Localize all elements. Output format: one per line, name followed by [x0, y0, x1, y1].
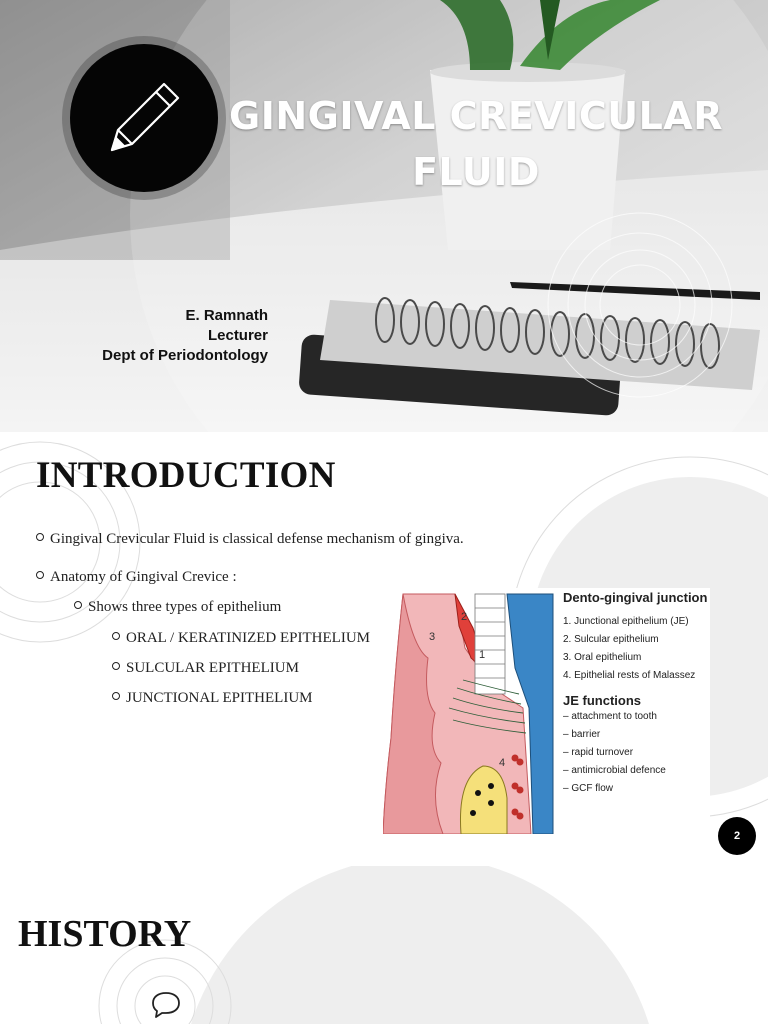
function-item: – GCF flow — [563, 783, 614, 794]
bullet-item — [112, 659, 299, 677]
bullet-text: Anatomy of Gingival Crevice : — [50, 569, 237, 585]
functions-title: JE functions — [563, 693, 642, 708]
bullet-text: Shows three types of epithelium — [88, 599, 282, 615]
region-label: 1 — [479, 649, 486, 661]
legend-item: 1. Junctional epithelium (JE) — [563, 616, 689, 627]
author-dept: Dept of Periodontology — [102, 347, 268, 364]
legend-title: Dento-gingival junction — [563, 590, 708, 605]
bullet-item — [74, 598, 281, 616]
author-block — [60, 306, 268, 366]
bullet-icon — [36, 533, 44, 541]
pencil-icon — [104, 78, 184, 158]
bullet-item — [112, 689, 313, 707]
pencil-badge — [70, 44, 218, 192]
slide-heading: INTRODUCTION — [36, 455, 336, 496]
slide-heading: HISTORY — [18, 913, 192, 955]
bullet-item — [36, 530, 464, 548]
bullet-text: SULCULAR EPITHELIUM — [126, 660, 299, 676]
bullet-icon — [36, 571, 44, 579]
function-item: – rapid turnover — [563, 747, 634, 758]
bullet-item — [36, 568, 237, 586]
legend-item: 2. Sulcular epithelium — [563, 634, 659, 645]
function-item: – barrier — [563, 729, 601, 740]
slide-title — [226, 88, 726, 200]
legend-item: 3. Oral epithelium — [563, 652, 642, 663]
region-label: 4 — [499, 757, 506, 769]
title-line-1: GINGIVAL CREVICULAR — [229, 94, 723, 138]
gingiva-illustration — [383, 588, 563, 834]
bullet-icon — [112, 662, 120, 670]
function-item: – antimicrobial defence — [563, 765, 666, 776]
legend-item: 4. Epithelial rests of Malassez — [563, 670, 696, 681]
author-role: Lecturer — [207, 327, 268, 344]
page-number-badge: 2 — [718, 817, 756, 855]
title-slide — [0, 0, 768, 432]
author-name: E. Ramnath — [185, 307, 268, 324]
bullet-icon — [112, 692, 120, 700]
bullet-icon — [74, 601, 82, 609]
bullet-text: ORAL / KERATINIZED EPITHELIUM — [126, 630, 370, 646]
bullet-icon — [112, 632, 120, 640]
bullet-item — [112, 629, 382, 647]
introduction-slide — [0, 432, 768, 866]
function-item: – attachment to tooth — [563, 711, 657, 722]
bullet-text: JUNCTIONAL EPITHELIUM — [126, 690, 313, 706]
dento-gingival-diagram — [383, 588, 710, 834]
region-label: 3 — [429, 631, 436, 643]
speech-bubble-icon — [150, 990, 182, 1018]
title-line-2: FLUID — [412, 150, 540, 194]
diagram-legend — [563, 590, 710, 798]
bullet-text: Gingival Crevicular Fluid is classical defense mechanism of gingiva. — [50, 531, 464, 547]
region-label: 2 — [461, 611, 468, 623]
history-slide — [0, 866, 768, 1024]
